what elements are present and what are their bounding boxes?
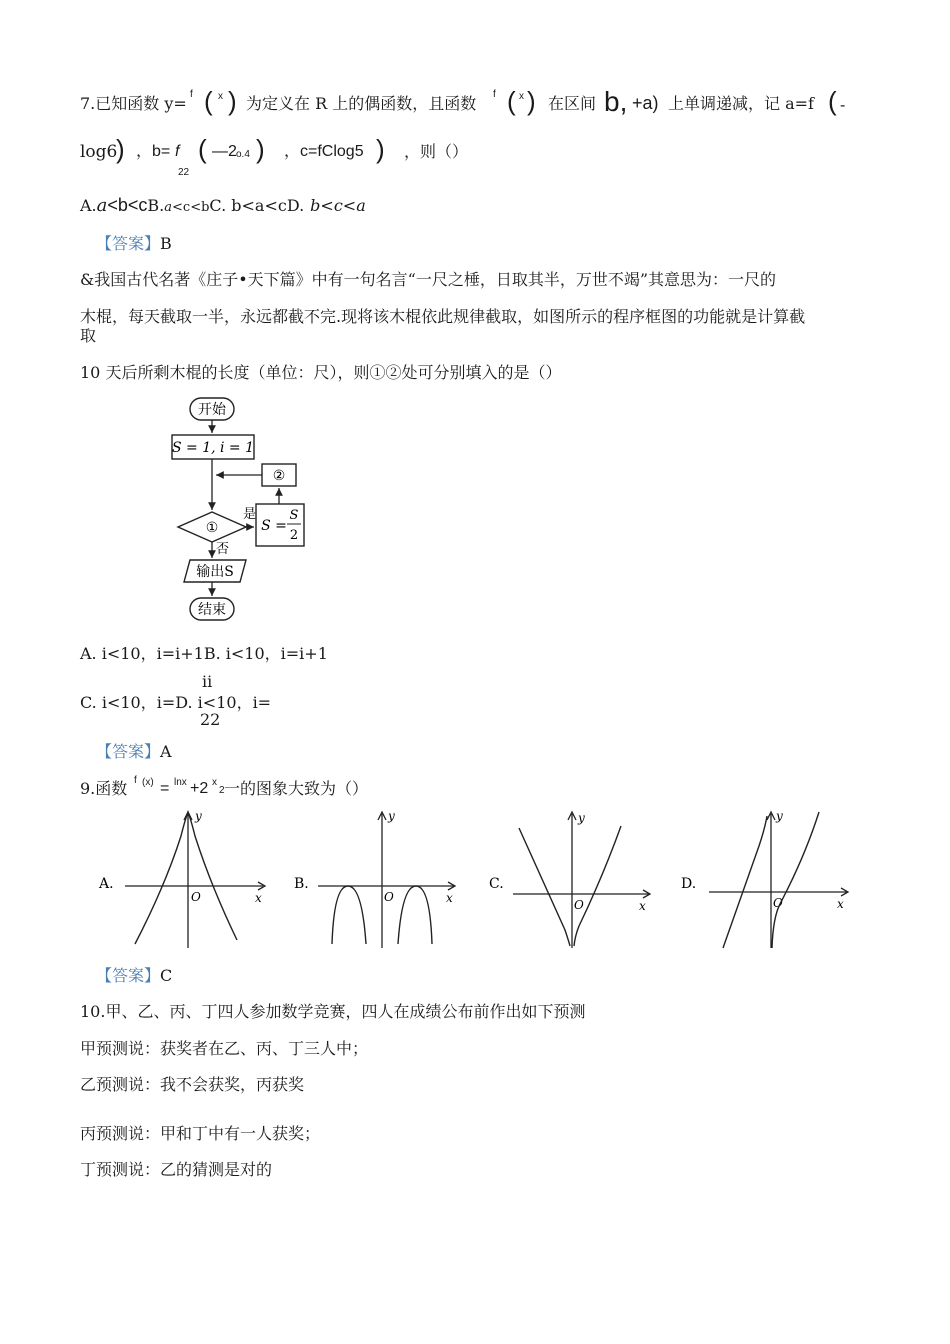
q8-answer-value: A — [160, 742, 172, 761]
q7-mid1: 为定义在 R 上的偶函数，且函数 — [246, 94, 477, 113]
graph-d-curve-right — [772, 812, 819, 948]
q10-line3: 乙预测说：我不会获奖，丙获奖 — [80, 1075, 305, 1094]
graph-d — [675, 806, 855, 951]
q8-answer — [96, 744, 172, 760]
q7-neg: - — [840, 97, 846, 114]
q8-answer-label: 【答案】 — [96, 742, 161, 761]
q10-line1: 10.甲、乙、丙、丁四人参加数学竞赛，四人在成绩公布前作出如下预测 — [80, 1002, 586, 1021]
q8-options-22: 22 — [200, 710, 221, 729]
q7-x2: x — [519, 91, 524, 102]
graph-b — [290, 806, 470, 951]
program-flowchart — [150, 390, 320, 630]
q7-val2: —2 — [212, 143, 237, 160]
q7-option-a: A. — [80, 196, 97, 215]
q7-option-d: D. — [286, 196, 305, 215]
q7-option-d-expr: b<c<a — [310, 196, 366, 215]
q8-options-ii: ii — [202, 672, 213, 691]
q8-line1: &我国古代名著《庄子•天下篇》中有一句名言“一尺之棰，日取其半，万世不竭”其意思为：一尺的 — [80, 270, 777, 289]
flow-end-text: 结束 — [198, 602, 226, 618]
q7-x1: x — [218, 91, 223, 102]
q8-line2: 木棍，每天截取一半，永远都截不完.现将该木棍依此规律截取，如图所示的程序框图的功能就是计算截 — [80, 307, 806, 326]
flow-step2-text: ② — [272, 468, 286, 484]
q7-option-c: C. b<a<c — [209, 196, 287, 215]
q9-lead: 9.函数 — [80, 779, 128, 798]
q7-lead: 7.已知函数 y= — [80, 94, 187, 113]
q9-f: f — [134, 775, 137, 786]
q7-options — [80, 196, 366, 215]
q7-paren2: ( — [198, 134, 207, 164]
graph-c — [485, 806, 665, 951]
graph-a-label: A. — [99, 876, 114, 892]
q7-then: ，则（） — [404, 142, 469, 161]
flow-output-text: 输出S — [196, 564, 234, 580]
graph-a-y-label: y — [195, 809, 202, 823]
graph-d-label: D. — [681, 876, 697, 892]
flow-assign-num: S — [289, 508, 299, 523]
graph-b-origin-label: O — [384, 890, 394, 904]
q9-tail: 一的图象大致为（） — [224, 779, 369, 798]
graph-d-origin-label: O — [773, 896, 783, 910]
q10-line4: 丙预测说：甲和丁中有一人获奖； — [80, 1124, 321, 1143]
graph-c-origin-label: O — [574, 898, 584, 912]
q7-close2: ) — [256, 134, 265, 164]
graph-c-y-label: y — [578, 811, 585, 825]
q7-close1: ) — [116, 134, 125, 164]
q7-f3: f — [175, 143, 180, 160]
q10-line5: 丁预测说：乙的猜测是对的 — [80, 1160, 273, 1179]
graph-b-y-label: y — [388, 809, 395, 823]
graph-b-curve-right — [398, 886, 432, 944]
flow-assign-lhs: S = — [261, 518, 287, 534]
q8-options-line2: C. i<10，i=D. i<10，i= — [80, 693, 272, 712]
q7-option-b-expr1: a — [164, 200, 173, 215]
q9-lnx: lnx — [174, 777, 187, 788]
flow-yes-label: 是 — [243, 507, 257, 522]
graph-c-label: C. — [489, 876, 504, 892]
q7-paren1: ( — [204, 86, 213, 116]
q7-val2-sub: o.4 — [236, 149, 250, 160]
graph-d-y-label: y — [776, 809, 783, 823]
flow-no-label: 否 — [216, 542, 230, 557]
q7-interval-rest: +a) — [632, 93, 659, 113]
q7-tail1: 上单调递减，记 a=f — [668, 94, 814, 113]
q9-x: (x) — [142, 777, 154, 788]
q7-option-a-expr2: <b<c — [107, 195, 148, 215]
q9-answer — [96, 968, 172, 984]
graph-c-curve-left — [519, 828, 570, 946]
graph-b-label: B. — [294, 876, 309, 892]
q9-answer-label: 【答案】 — [96, 966, 161, 985]
q7-paren2: ( — [507, 86, 516, 116]
flow-init-text: S = 1, i = 1 — [171, 440, 255, 456]
q7-log6: log6 — [80, 142, 118, 162]
graph-b-x-label: x — [446, 891, 453, 905]
q7-close3: ) — [376, 134, 385, 164]
q7-f1: f — [190, 89, 193, 100]
graph-d-x-label: x — [837, 897, 844, 911]
q9-sub2: 2 — [219, 785, 225, 796]
graph-d-curve-left — [723, 816, 767, 948]
graph-c-curve-right — [574, 826, 621, 946]
q8-line3: 取 — [80, 326, 97, 345]
q9-x2: x — [212, 777, 217, 788]
q9-eq: = — [160, 780, 170, 797]
q7-comma-b: ，b= — [136, 143, 171, 160]
graph-a-curve — [135, 812, 237, 944]
q7-answer-value: B — [160, 234, 172, 253]
flow-assign-den: 2 — [289, 528, 299, 543]
graph-a — [95, 806, 275, 951]
graph-b-curve-left — [332, 886, 366, 944]
q7-sub22: 22 — [178, 167, 190, 178]
graph-a-origin-label: O — [191, 890, 201, 904]
q9-plus: +2 — [190, 780, 209, 797]
q7-f2: f — [493, 89, 496, 100]
q7-answer — [96, 236, 172, 252]
graph-a-x-label: x — [255, 891, 262, 905]
flow-start-text: 开始 — [198, 402, 226, 418]
q7-open: ( — [828, 86, 837, 116]
q8-line4: 10 天后所剩木棍的长度（单位：尺），则①②处可分别填入的是（） — [80, 363, 562, 382]
q7-interval-b: b, — [604, 86, 628, 117]
q8-options-line1: A. i<10，i=i+1B. i<10，i=i+1 — [80, 644, 328, 663]
q7-option-b-expr2: <c<b — [172, 200, 210, 215]
q7-comma-c: ，c=fClog5 — [284, 143, 364, 160]
q7-option-a-expr1: a — [96, 195, 108, 216]
graph-c-x-label: x — [639, 899, 646, 913]
q7-option-b: B. — [147, 196, 165, 215]
q7-paren2-close: ) — [527, 86, 536, 116]
q7-mid2: 在区间 — [548, 94, 597, 113]
q7-answer-label: 【答案】 — [96, 234, 161, 253]
q10-line2: 甲预测说：获奖者在乙、丙、丁三人中； — [80, 1039, 369, 1058]
q7-paren1-close: ) — [228, 86, 237, 116]
q9-answer-value: C — [160, 966, 173, 985]
flow-condition-text: ① — [205, 520, 219, 536]
